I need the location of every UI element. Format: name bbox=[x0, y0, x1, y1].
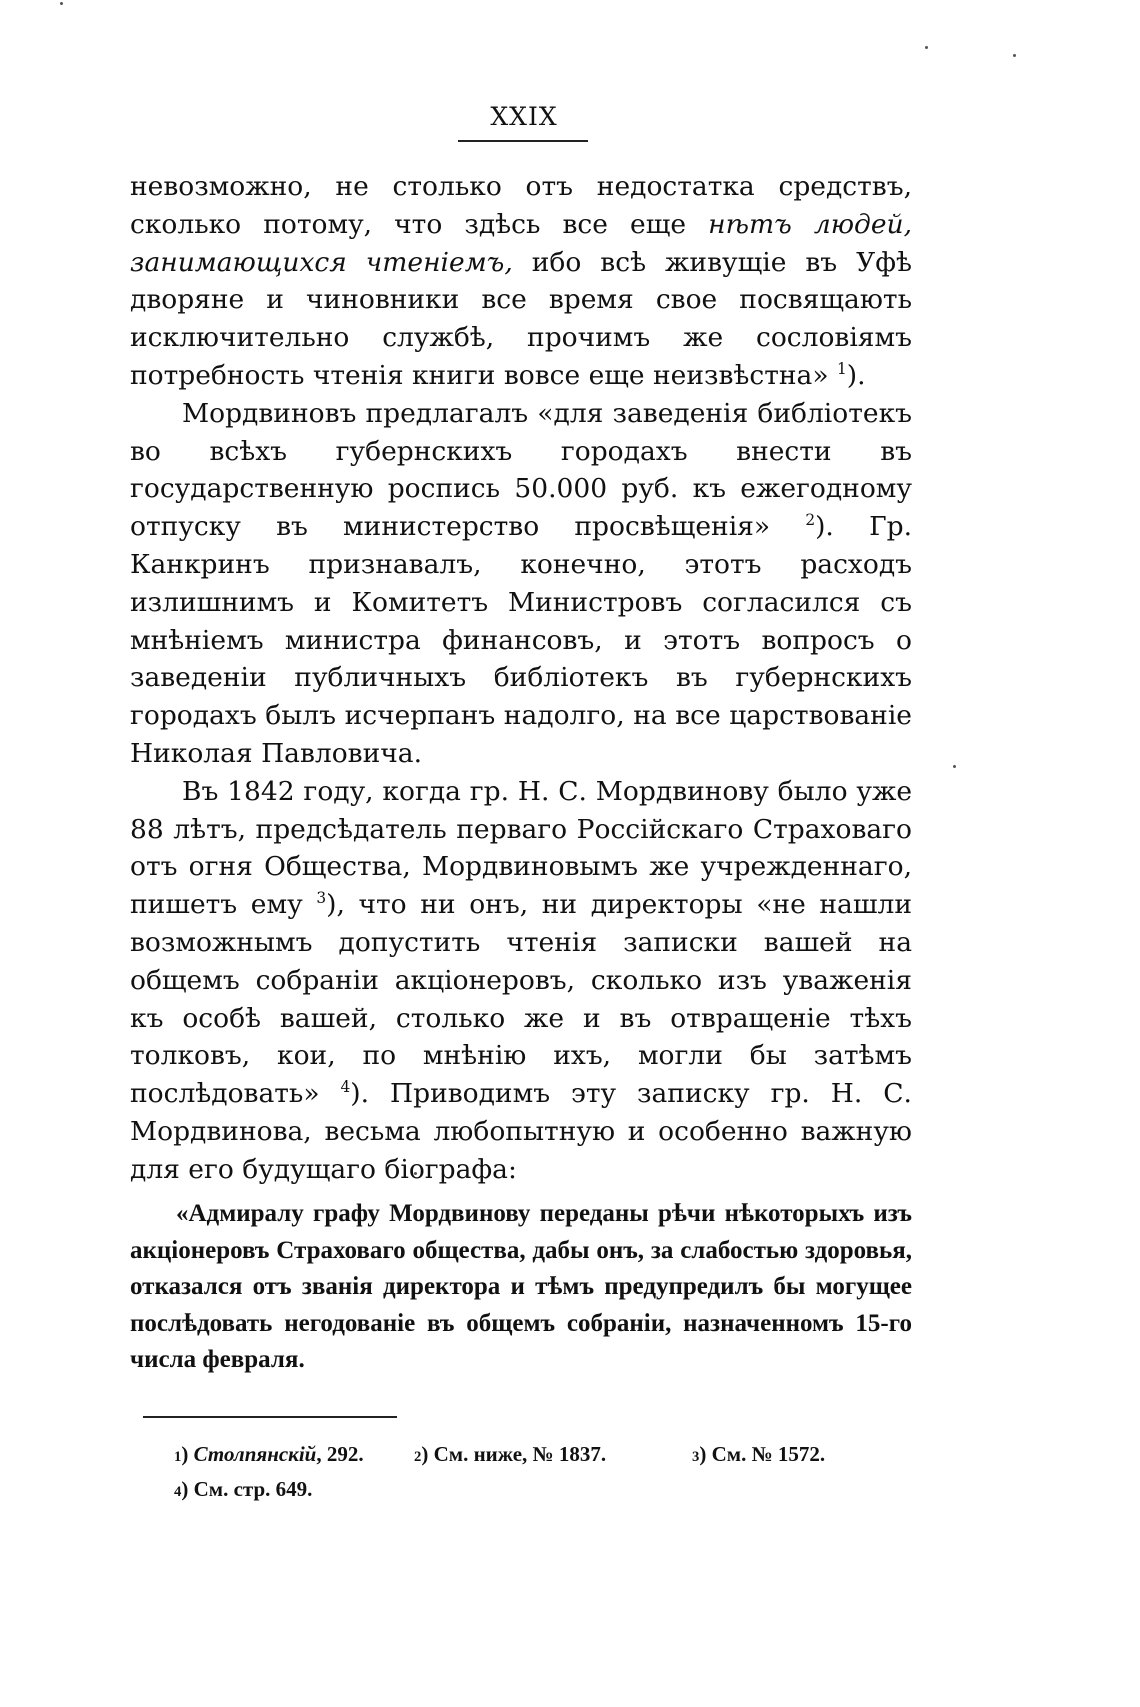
scan-speck bbox=[953, 765, 956, 768]
footnote-text: См. ниже, № 1837. bbox=[433, 1442, 607, 1466]
footnote-4: 4) См. стр. 649. bbox=[174, 1477, 313, 1501]
footnote-2: 2) См. ниже, № 1837. bbox=[414, 1442, 607, 1466]
footnote-marker: 3 bbox=[692, 1449, 700, 1465]
text-run: ), что ни онъ, ни директоры «не нашли возможнымъ допустить чтенія записки вашей на общемъ собраніи акціонеровъ, сколько изъ уваженія къ особѣ вашей, столько же и въ отвращеніе тѣхъ толковъ, кои, по мнѣнію ихъ, могли бы затѣмъ послѣдовать» bbox=[130, 889, 912, 1110]
text-run: ). Гр. Канкринъ признавалъ, конечно, этотъ расходъ излишнимъ и Комитетъ Министровъ согласился съ мнѣніемъ министра финансовъ, и этотъ вопросъ о заведеніи публичныхъ библіотекъ въ губернскихъ городахъ былъ исчерпанъ надолго, на все царствованіе Николая Павловича. bbox=[130, 511, 912, 769]
footnote-ref: 2 bbox=[805, 511, 816, 530]
text-run: ). bbox=[846, 359, 866, 391]
quote-text: «Адмиралу графу Мордвинову переданы рѣчи нѣкоторыхъ изъ акціонеровъ Страховаго общества, дабы онъ, за слабостью здоровья, отказался отъ званія директора и тѣмъ предупредилъ бы могущее послѣдовать негодованіе въ общемъ собраніи, назначенномъ 15-го числа февраля. bbox=[130, 1200, 912, 1373]
paragraph bbox=[130, 773, 912, 1189]
footnote-line bbox=[174, 1438, 914, 1473]
scan-speck bbox=[925, 46, 928, 49]
body-text bbox=[130, 168, 912, 1189]
footnote-1: 1) Столпянскій, 292. bbox=[174, 1442, 364, 1466]
text-run: невозможно, не столько отъ недостатка средствъ, сколько потому, что здѣсь все еще bbox=[130, 171, 912, 240]
scan-speck bbox=[1013, 54, 1016, 57]
footnote-text: См. № 1572. bbox=[711, 1442, 826, 1466]
text-run: Мордвиновъ предлагалъ «для заведенія библіотекъ во всѣхъ губернскихъ городахъ внести въ государственную роспись 50.000 руб. къ ежегодному отпуску въ министерство просвѣщенія» bbox=[130, 397, 912, 543]
page-number-underline bbox=[458, 140, 588, 142]
footnote-separator bbox=[143, 1416, 397, 1418]
paragraph bbox=[130, 395, 912, 773]
footnote-ref: 4 bbox=[340, 1078, 351, 1097]
italic-phrase: нѣтъ людей, занимающихся чтеніемъ, bbox=[130, 208, 912, 278]
footnote-line bbox=[174, 1473, 914, 1508]
quoted-passage bbox=[130, 1196, 912, 1379]
footnotes bbox=[174, 1438, 914, 1508]
footnote-marker: 1 bbox=[174, 1449, 182, 1465]
page-number: XXIX bbox=[490, 102, 558, 131]
footnote-marker: 2 bbox=[414, 1449, 422, 1465]
text-run: ибо всѣ живущіе въ Уфѣ дворяне и чиновники все время свое посвящають исключительно службѣ, прочимъ же сословіямъ потребность чтенія книги вовсе еще неизвѣстна» bbox=[130, 246, 912, 391]
footnote-text: Столпянскій bbox=[193, 1442, 317, 1466]
text-run: Въ 1842 году, когда гр. Н. С. Мордвинову было уже 88 лѣтъ, предсѣдатель перваго Россійскаго Страховаго отъ огня Общества, Мордвиновымъ же учрежденнаго, пишетъ ему bbox=[130, 775, 912, 921]
text-run: ). Приводимъ эту записку гр. Н. С. Мордвинова, весьма любопытную и особенно важную для его будущаго біографа: bbox=[130, 1078, 912, 1185]
footnote-ref: 1 bbox=[836, 360, 847, 379]
footnote-text: См. стр. 649. bbox=[193, 1477, 313, 1501]
footnote-tail: , 292. bbox=[316, 1442, 364, 1466]
paragraph bbox=[130, 168, 912, 395]
footnote-3: 3) См. № 1572. bbox=[692, 1442, 826, 1466]
scan-speck bbox=[60, 2, 63, 5]
footnote-marker: 4 bbox=[174, 1484, 182, 1500]
footnote-ref: 3 bbox=[316, 889, 327, 908]
